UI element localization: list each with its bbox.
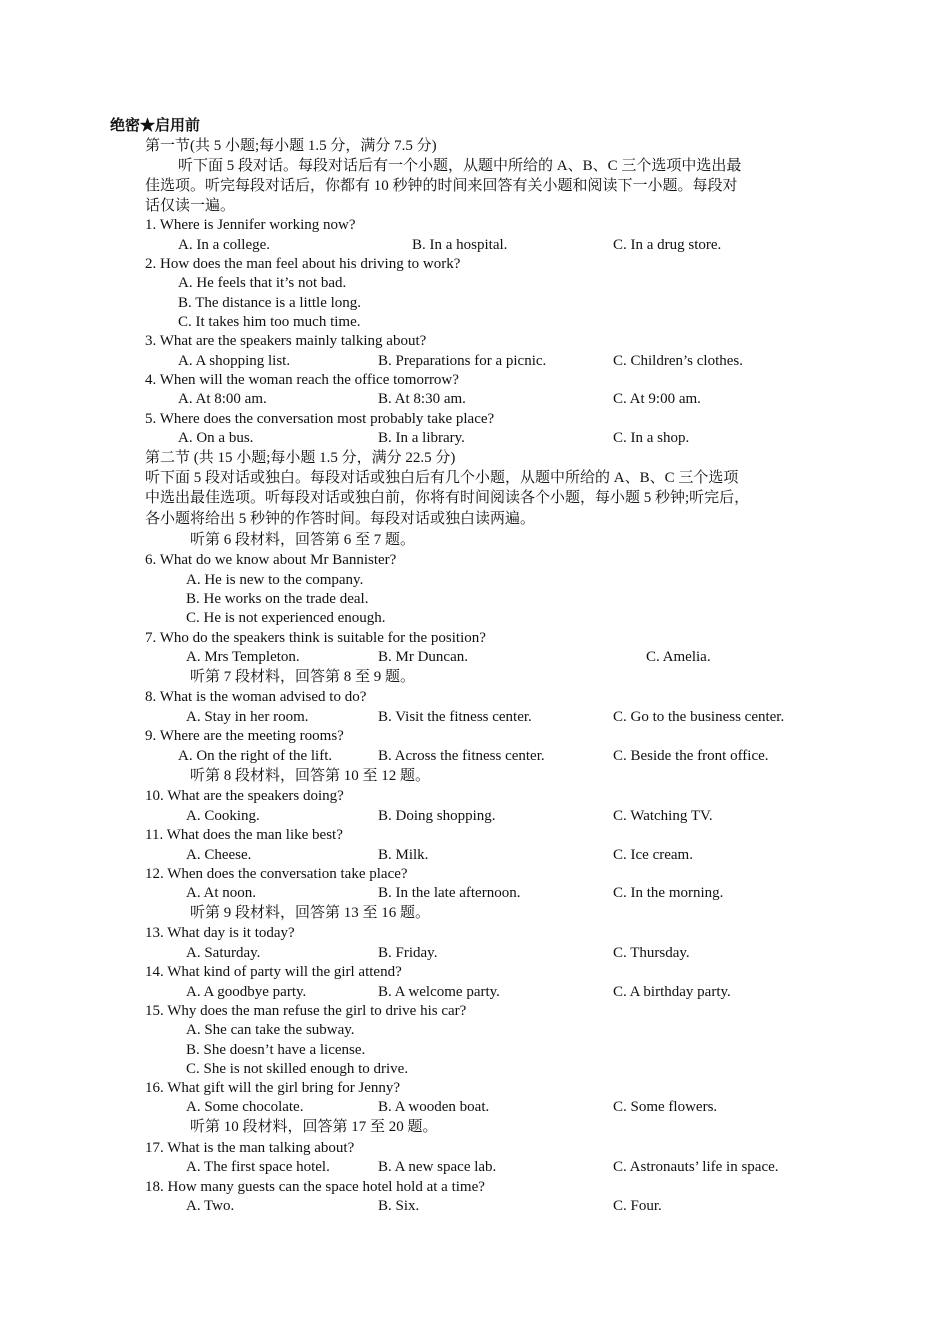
option-a: A. Some chocolate. xyxy=(186,1099,304,1115)
option-a: A. Saturday. xyxy=(186,945,261,961)
option-c: C. Thursday. xyxy=(613,945,690,961)
question-text: 13. What day is it today? xyxy=(145,925,295,941)
option-b: B. Preparations for a picnic. xyxy=(378,353,547,369)
option-c: C. Four. xyxy=(613,1198,662,1214)
option-a: A. On the right of the lift. xyxy=(178,748,333,764)
option-c: C. A birthday party. xyxy=(613,984,731,1000)
option-c: C. Some flowers. xyxy=(613,1099,718,1115)
option-a: A. On a bus. xyxy=(178,430,254,446)
option-c: C. Astronauts’ life in space. xyxy=(613,1159,779,1175)
option-c: C. In a shop. xyxy=(613,430,690,446)
option-a: A. Cheese. xyxy=(186,847,252,863)
option-c: C. Ice cream. xyxy=(613,847,693,863)
material-heading: 听第 8 段材料，回答第 10 至 12 题。 xyxy=(190,768,431,784)
section1-instruction-line: 听下面 5 段对话。每段对话后有一个小题，从题中所给的 A、B、C 三个选项中选出最 xyxy=(178,158,742,174)
option-a: A. He is new to the company. xyxy=(186,572,364,588)
section2-instruction-line: 听下面 5 段对话或独白。每段对话或独白后有几个小题，从题中所给的 A、B、C 三个选项 xyxy=(145,470,739,486)
option-b: B. At 8:30 am. xyxy=(378,391,466,407)
option-a: A. At 8:00 am. xyxy=(178,391,267,407)
option-b: B. Visit the fitness center. xyxy=(378,709,532,725)
option-c: C. Watching TV. xyxy=(613,808,713,824)
question-text: 10. What are the speakers doing? xyxy=(145,788,344,804)
section1-instruction-line: 话仅读一遍。 xyxy=(145,198,236,214)
question-text: 11. What does the man like best? xyxy=(145,827,343,843)
question-text: 5. Where does the conversation most probably take place? xyxy=(145,411,495,427)
option-a: A. A shopping list. xyxy=(178,353,291,369)
option-b: B. In a hospital. xyxy=(412,237,508,253)
option-c: C. In the morning. xyxy=(613,885,724,901)
option-b: B. Across the fitness center. xyxy=(378,748,545,764)
option-c: C. Beside the front office. xyxy=(613,748,769,764)
material-heading: 听第 10 段材料，回答第 17 至 20 题。 xyxy=(190,1119,438,1135)
section1-title: 第一节(共 5 小题;每小题 1.5 分，满分 7.5 分) xyxy=(145,138,437,154)
option-b: B. The distance is a little long. xyxy=(178,295,362,311)
option-a: A. The first space hotel. xyxy=(186,1159,330,1175)
material-heading: 听第 7 段材料，回答第 8 至 9 题。 xyxy=(190,669,416,685)
question-text: 6. What do we know about Mr Bannister? xyxy=(145,552,397,568)
question-text: 2. How does the man feel about his driving to work? xyxy=(145,256,461,272)
option-b: B. Six. xyxy=(378,1198,420,1214)
option-b: B. Mr Duncan. xyxy=(378,649,468,665)
section2-instruction-line: 中选出最佳选项。听每段对话或独白前，你将有时间阅读各个小题，每小题 5 秒钟;听完后， xyxy=(145,490,750,506)
option-a: A. Cooking. xyxy=(186,808,260,824)
question-text: 12. When does the conversation take place? xyxy=(145,866,408,882)
option-a: A. She can take the subway. xyxy=(186,1022,355,1038)
option-b: B. A wooden boat. xyxy=(378,1099,490,1115)
question-text: 8. What is the woman advised to do? xyxy=(145,689,367,705)
question-text: 17. What is the man talking about? xyxy=(145,1140,355,1156)
material-heading: 听第 9 段材料，回答第 13 至 16 题。 xyxy=(190,905,431,921)
question-text: 14. What kind of party will the girl attend? xyxy=(145,964,402,980)
option-b: B. A new space lab. xyxy=(378,1159,497,1175)
option-a: A. At noon. xyxy=(186,885,257,901)
question-text: 7. Who do the speakers think is suitable for the position? xyxy=(145,630,486,646)
question-text: 16. What gift will the girl bring for Jenny? xyxy=(145,1080,401,1096)
option-c: C. Children’s clothes. xyxy=(613,353,743,369)
option-b: B. A welcome party. xyxy=(378,984,500,1000)
option-a: A. Stay in her room. xyxy=(186,709,309,725)
option-c: C. Go to the business center. xyxy=(613,709,785,725)
option-b: B. Milk. xyxy=(378,847,429,863)
option-c: C. At 9:00 am. xyxy=(613,391,701,407)
material-heading: 听第 6 段材料，回答第 6 至 7 题。 xyxy=(190,532,416,548)
option-a: A. Mrs Templeton. xyxy=(186,649,300,665)
option-c: C. In a drug store. xyxy=(613,237,722,253)
question-text: 18. How many guests can the space hotel hold at a time? xyxy=(145,1179,485,1195)
section2-title: 第二节 (共 15 小题;每小题 1.5 分，满分 22.5 分) xyxy=(145,450,456,466)
option-b: B. In the late afternoon. xyxy=(378,885,521,901)
option-a: A. He feels that it’s not bad. xyxy=(178,275,347,291)
question-text: 3. What are the speakers mainly talking about? xyxy=(145,333,427,349)
option-b: B. She doesn’t have a license. xyxy=(186,1042,366,1058)
secret-header: 绝密★启用前 xyxy=(110,118,201,134)
option-b: B. Friday. xyxy=(378,945,438,961)
option-a: A. In a college. xyxy=(178,237,271,253)
section2-instruction-line: 各小题将给出 5 秒钟的作答时间。每段对话或独白读两遍。 xyxy=(145,511,536,527)
option-c: C. He is not experienced enough. xyxy=(186,610,386,626)
option-c: C. She is not skilled enough to drive. xyxy=(186,1061,409,1077)
option-b: B. In a library. xyxy=(378,430,465,446)
option-c: C. Amelia. xyxy=(646,649,711,665)
option-a: A. A goodbye party. xyxy=(186,984,307,1000)
question-text: 4. When will the woman reach the office tomorrow? xyxy=(145,372,459,388)
option-b: B. Doing shopping. xyxy=(378,808,496,824)
question-text: 9. Where are the meeting rooms? xyxy=(145,728,344,744)
option-c: C. It takes him too much time. xyxy=(178,314,361,330)
question-text: 15. Why does the man refuse the girl to drive his car? xyxy=(145,1003,467,1019)
option-a: A. Two. xyxy=(186,1198,235,1214)
question-text: 1. Where is Jennifer working now? xyxy=(145,217,356,233)
section1-instruction-line: 佳选项。听完每段对话后，你都有 10 秒钟的时间来回答有关小题和阅读下一小题。每段对 xyxy=(145,178,738,194)
option-b: B. He works on the trade deal. xyxy=(186,591,369,607)
